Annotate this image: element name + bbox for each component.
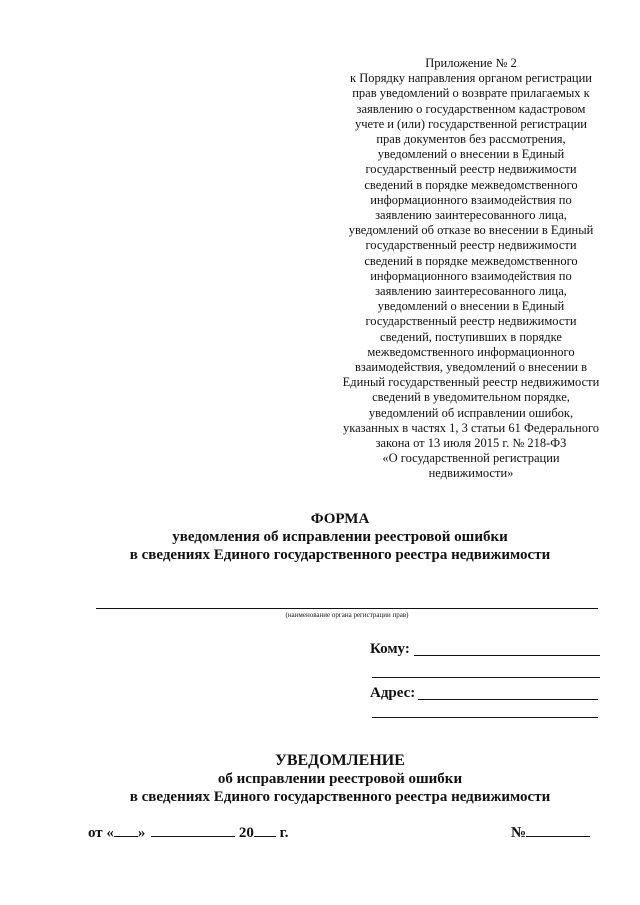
address-field-line[interactable] [418, 699, 598, 700]
appendix-line: государственный реестр недвижимости [365, 314, 577, 329]
appendix-line: Единый государственный реестр недвижимости [342, 375, 600, 390]
form-title-subheading: уведомления об исправлении реестровой ошибки [172, 529, 508, 545]
appendix-line: указанных в частях 1, 3 статьи 61 Федерального [342, 420, 600, 435]
to-field-line[interactable] [414, 655, 600, 656]
appendix-block [330, 56, 612, 482]
appendix-line: уведомлений о внесении в Единый [377, 147, 565, 162]
notice-title [40, 752, 640, 806]
form-title [40, 510, 640, 564]
number-label: № [511, 825, 527, 841]
appendix-line: «О государственной регистрации [382, 451, 560, 466]
organ-name-caption: (наименование органа регистрации прав) [285, 611, 409, 619]
appendix-line: межведомственного информационного [367, 344, 575, 359]
to-field-line-2[interactable] [372, 677, 600, 678]
appendix-line: заявлению заинтересованного лица, [375, 208, 567, 223]
appendix-line: Приложение № 2 [425, 56, 517, 70]
appendix-line: сведений в уведомительном порядке, [372, 390, 570, 405]
to-label: Кому: [370, 641, 410, 657]
date-month-field[interactable] [151, 822, 235, 837]
appendix-line: уведомлений об исправлении ошибок, [368, 405, 574, 420]
date-year-prefix: 20 [238, 825, 254, 841]
notice-subheading-2: в сведениях Единого государственного реестра недвижимости [129, 789, 551, 805]
date-year-suffix: г. [279, 825, 289, 841]
date-day-field[interactable] [114, 822, 138, 837]
notice-subheading: об исправлении реестровой ошибки [217, 771, 463, 787]
address-field-line-2[interactable] [372, 717, 598, 718]
appendix-line: сведений, поступивших в порядке [380, 329, 562, 344]
number-line [511, 822, 590, 842]
appendix-line: прав уведомлений о возврате прилагаемых к [352, 86, 590, 101]
appendix-line: недвижимости» [428, 466, 514, 481]
appendix-line: государственный реестр недвижимости [365, 238, 577, 253]
notice-heading: УВЕДОМЛЕНИЕ [275, 752, 405, 769]
address-label: Адрес: [370, 685, 416, 701]
organ-name-field-line[interactable] [96, 608, 598, 609]
appendix-line: уведомлений об отказе во внесении в Единый [348, 223, 594, 238]
number-field[interactable] [526, 822, 590, 837]
appendix-line: сведений в порядке межведомственного [364, 253, 578, 268]
appendix-line: заявлению о государственном кадастровом [356, 101, 586, 116]
appendix-line: информационного взаимодействия по [370, 192, 572, 207]
appendix-line: учете и (или) государственной регистрации [355, 116, 587, 131]
form-title-subheading-2: в сведениях Единого государственного реестра недвижимости [129, 547, 551, 563]
date-line [88, 822, 289, 842]
appendix-line: информационного взаимодействия по [370, 268, 572, 283]
appendix-line: закона от 13 июля 2015 г. № 218-ФЗ [375, 436, 567, 451]
appendix-line: государственный реестр недвижимости [365, 162, 577, 177]
date-close-quote: » [137, 825, 146, 841]
date-year-field[interactable] [254, 822, 276, 837]
date-from-label: от « [88, 825, 114, 841]
appendix-line: взаимодействия, уведомлений о внесении в [355, 360, 587, 375]
appendix-line: к Порядку направления органом регистрации [350, 71, 592, 86]
form-title-heading: ФОРМА [310, 511, 370, 527]
appendix-line: прав документов без рассмотрения, [376, 132, 566, 147]
appendix-line: уведомлений о внесении в Единый [377, 299, 565, 314]
appendix-line: сведений в порядке межведомственного [364, 177, 578, 192]
appendix-line: заявлению заинтересованного лица, [375, 284, 567, 299]
